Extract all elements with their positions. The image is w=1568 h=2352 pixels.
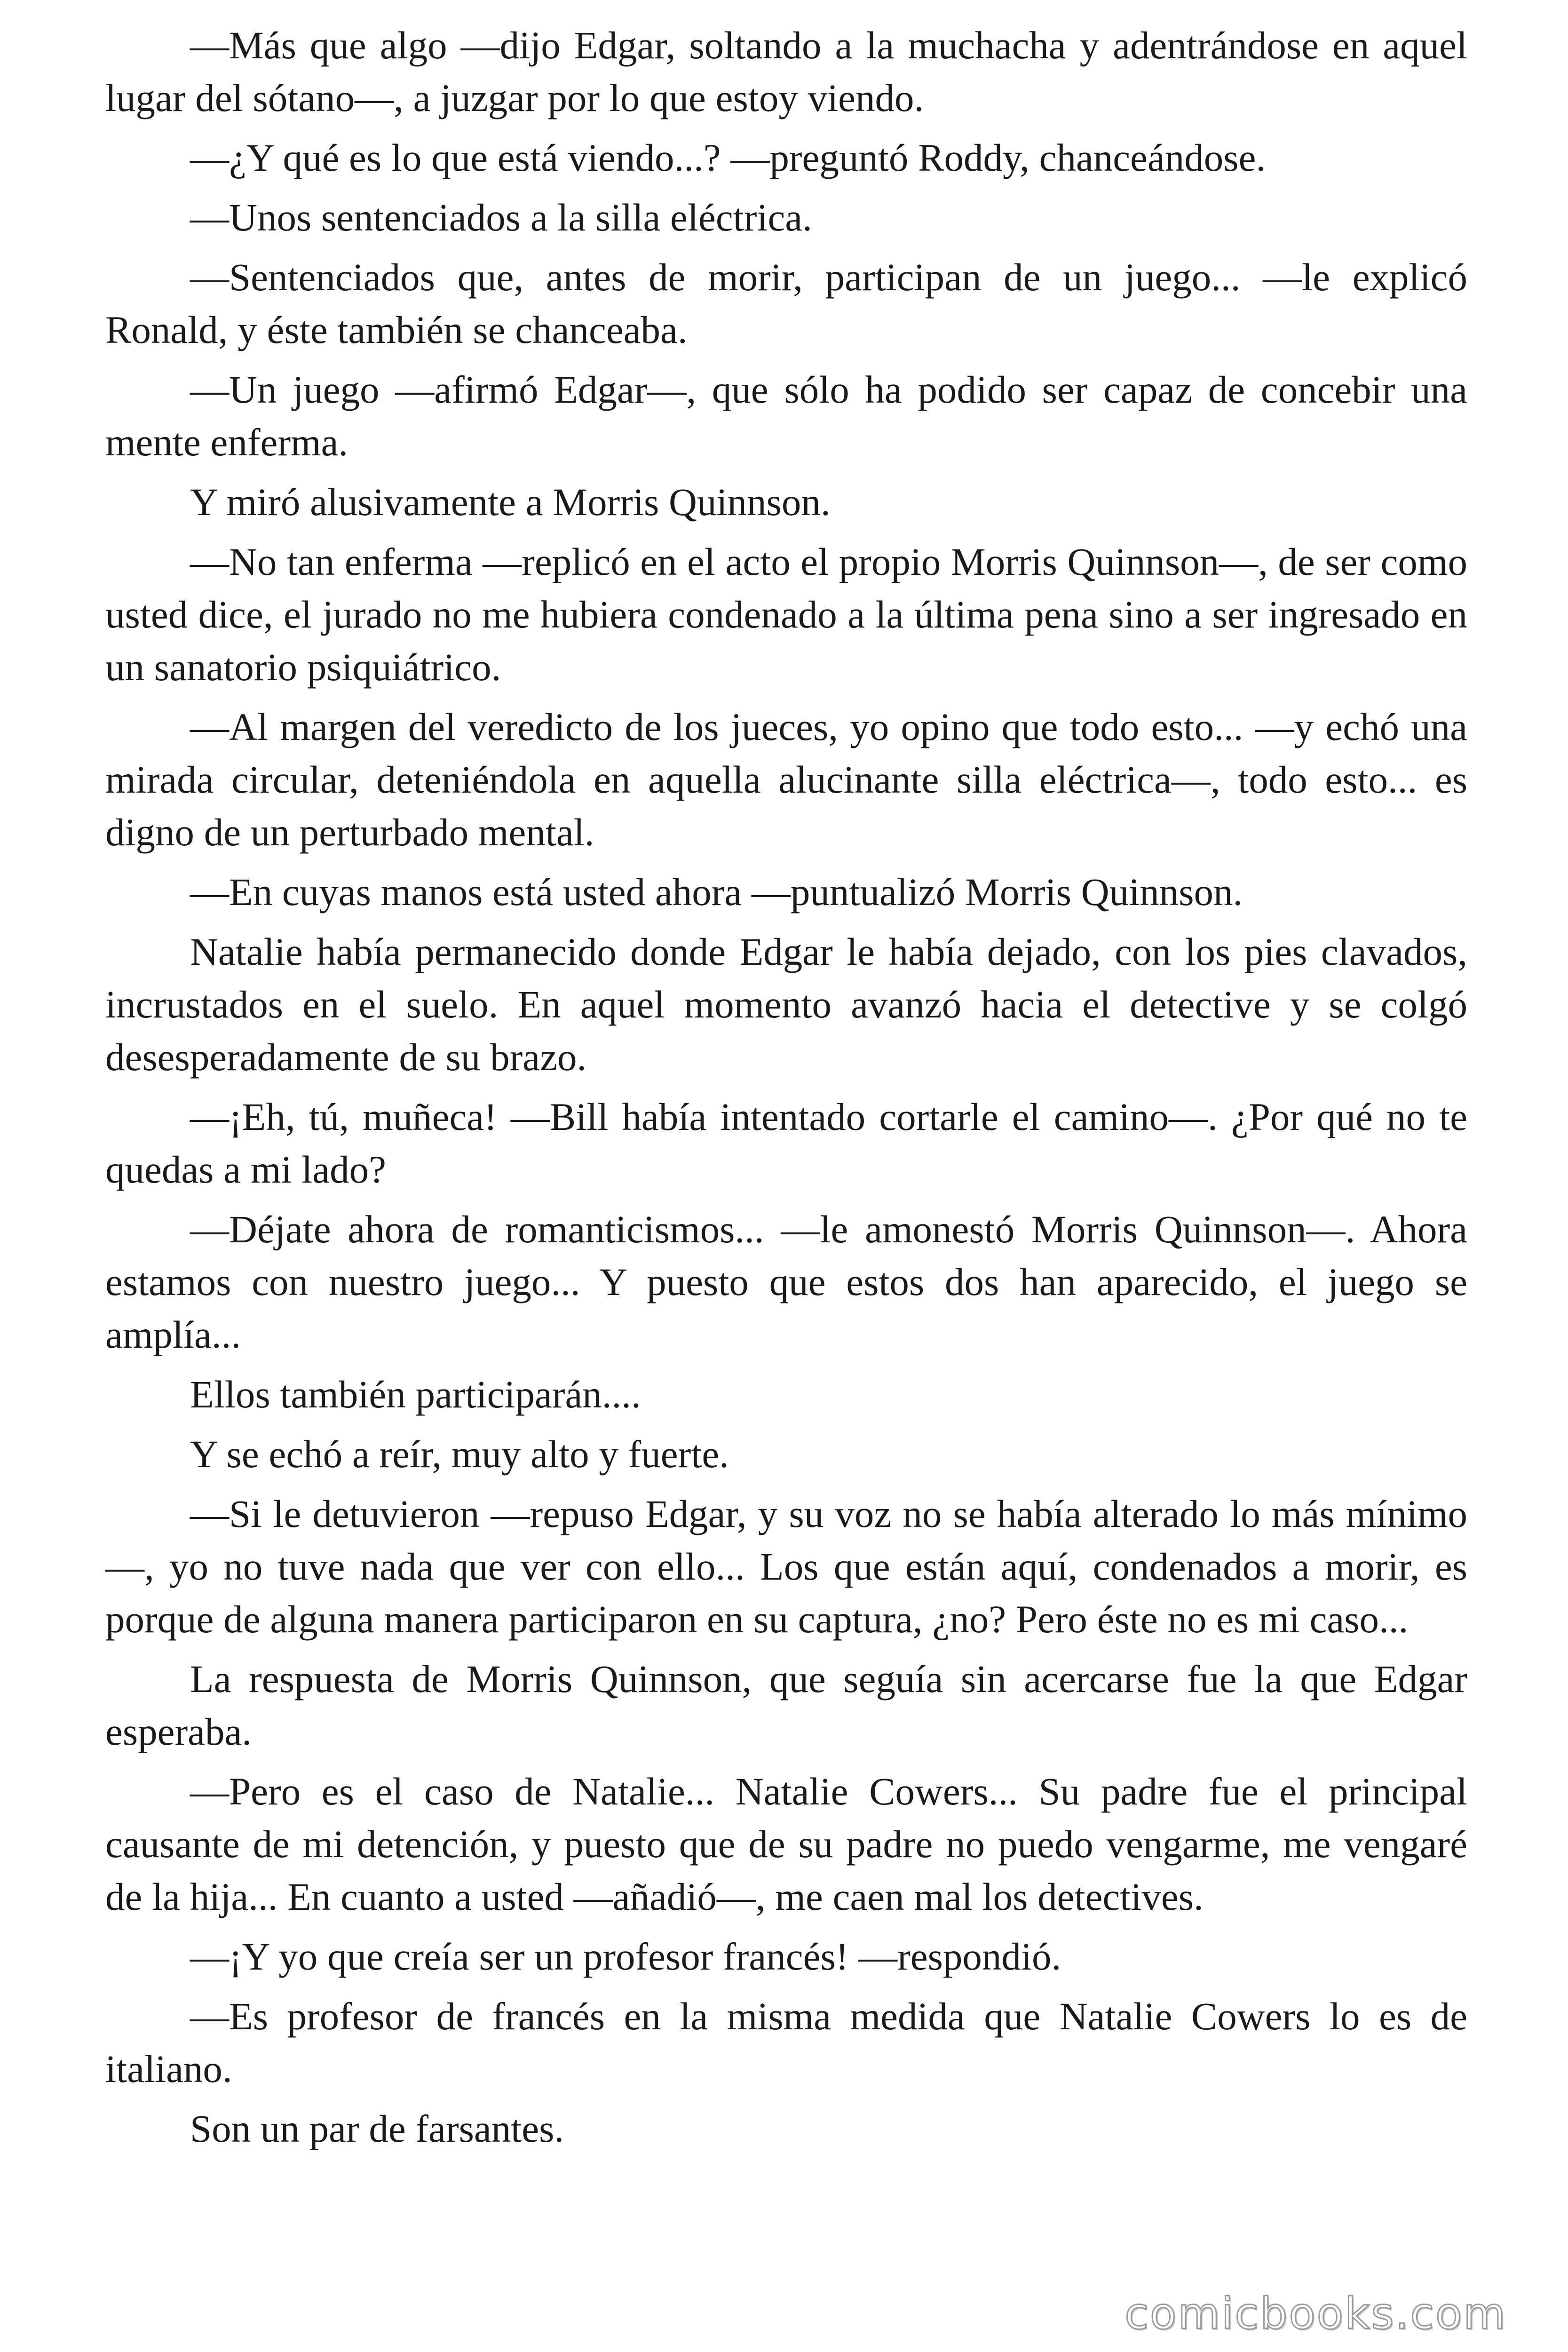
paragraph: Y miró alusivamente a Morris Quinnson. bbox=[190, 480, 831, 524]
paragraph: Son un par de farsantes. bbox=[190, 2107, 564, 2150]
paragraph: La respuesta de Morris Quinnson, que seguía sin acercarse fue la que Edgar esperaba. bbox=[105, 1657, 1467, 1753]
paragraph: —En cuyas manos está usted ahora —puntualizó Morris Quinnson. bbox=[190, 870, 1243, 914]
paragraph: —Si le detuvieron —repuso Edgar, y su voz no se había alterado lo más mínimo—, yo no tuve nada que ver con ello... Los que están aquí, condenados a morir, es porque de alguna manera participaron en su captura, ¿no? Pero éste no es mi caso... bbox=[105, 1492, 1467, 1641]
paragraph: Ellos también participarán.... bbox=[190, 1373, 641, 1416]
paragraph: —¡Y yo que creía ser un profesor francés! —respondió. bbox=[190, 1935, 1061, 1978]
watermark: comicbooks.com bbox=[1125, 2288, 1507, 2339]
paragraph: —Pero es el caso de Natalie... Natalie Cowers... Su padre fue el principal causante de mi detención, y puesto que de su padre no puedo vengarme, me vengaré de la hija... En cuanto a usted —añadió—, me caen mal los detectives. bbox=[105, 1770, 1467, 1918]
paragraph: —Unos sentenciados a la silla eléctrica. bbox=[190, 196, 812, 239]
paragraph: —No tan enferma —replicó en el acto el propio Morris Quinnson—, de ser como usted dice, el jurado no me hubiera condenado a la última pena sino a ser ingresado en un sanatorio psiquiátrico. bbox=[105, 540, 1467, 689]
paragraph: Y se echó a reír, muy alto y fuerte. bbox=[190, 1432, 729, 1476]
paragraph: —Déjate ahora de romanticismos... —le amonestó Morris Quinnson—. Ahora estamos con nuestro juego... Y puesto que estos dos han aparecido, el juego se amplía... bbox=[105, 1208, 1467, 1356]
paragraph: —Un juego —afirmó Edgar—, que sólo ha podido ser capaz de concebir una mente enferma. bbox=[105, 368, 1467, 464]
paragraph: —Es profesor de francés en la misma medida que Natalie Cowers lo es de italiano. bbox=[105, 1994, 1467, 2090]
paragraph: —¿Y qué es lo que está viendo...? —preguntó Roddy, chanceándose. bbox=[190, 136, 1266, 179]
paragraph: —Sentenciados que, antes de morir, participan de un juego... —le explicó Ronald, y éste también se chanceaba. bbox=[105, 255, 1467, 351]
paragraph: —Al margen del veredicto de los jueces, yo opino que todo esto... —y echó una mirada circular, deteniéndola en aquella alucinante silla eléctrica—, todo esto... es digno de un perturbado mental. bbox=[105, 705, 1467, 854]
paragraph: Natalie había permanecido donde Edgar le había dejado, con los pies clavados, incrustados en el suelo. En aquel momento avanzó hacia el detective y se colgó desesperadamente de su brazo. bbox=[105, 930, 1467, 1079]
paragraph: —Más que algo —dijo Edgar, soltando a la muchacha y adentrándose en aquel lugar del sótano—, a juzgar por lo que estoy viendo. bbox=[105, 24, 1467, 119]
book-page bbox=[105, 19, 1467, 2162]
paragraph: —¡Eh, tú, muñeca! —Bill había intentado cortarle el camino—. ¿Por qué no te quedas a mi lado? bbox=[105, 1095, 1467, 1191]
